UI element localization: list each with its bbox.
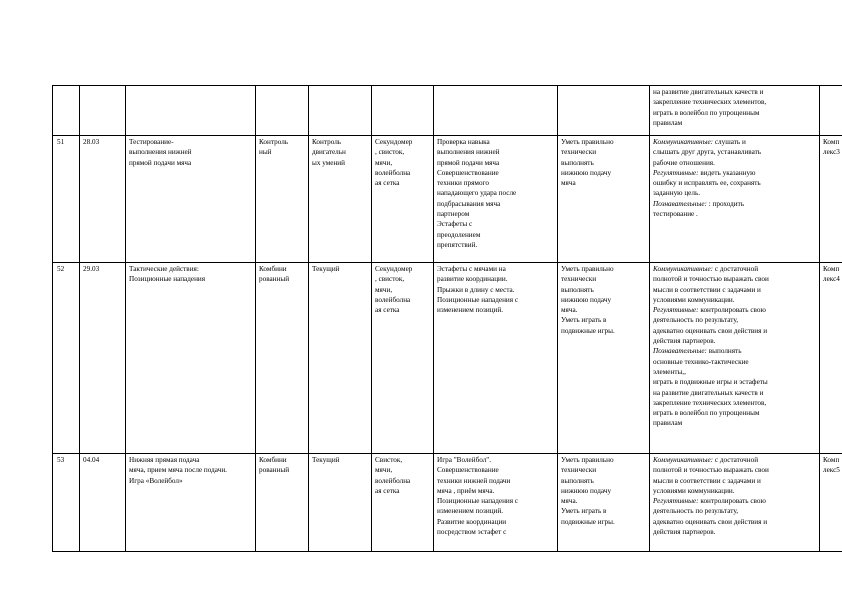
text-line — [561, 264, 646, 274]
text-line — [437, 496, 554, 506]
text-line — [561, 465, 646, 475]
line-text: Комп — [823, 265, 840, 273]
line-text: волейболна — [375, 476, 411, 485]
text-line — [437, 295, 554, 305]
line-text: выполнять — [706, 347, 742, 356]
text-line — [129, 476, 252, 486]
text-line — [561, 137, 646, 147]
text-line — [259, 465, 305, 475]
text-line — [437, 219, 554, 229]
line-text: развитие координации. — [437, 275, 508, 284]
text-line — [653, 465, 816, 475]
line-text: действия партнеров. — [653, 337, 716, 346]
line-text: Уметь играть в — [561, 507, 607, 516]
line-text: Развитие координации — [437, 517, 507, 526]
line-text: слушать и — [713, 138, 746, 146]
line-text: ошибку и исправлять ее, сохранять — [653, 179, 761, 188]
lesson-result — [558, 454, 650, 552]
text-line — [653, 506, 816, 516]
text-line — [129, 137, 252, 147]
line-text: мяча. — [561, 306, 578, 315]
text-line — [561, 305, 646, 315]
text-line — [437, 506, 554, 516]
cell-type — [256, 86, 309, 136]
text-line — [129, 147, 252, 157]
text-line — [653, 137, 816, 147]
text-line — [312, 137, 368, 147]
text-line — [823, 264, 842, 274]
text-line — [259, 264, 305, 274]
line-text: лекс3 — [823, 148, 840, 157]
text-line — [437, 274, 554, 284]
line-text: рабочие отношения. — [653, 158, 715, 167]
text-line — [129, 274, 252, 284]
text-line — [653, 357, 816, 367]
line-text: Позиционные нападения с — [437, 497, 519, 506]
lesson-type — [256, 263, 309, 454]
text-line — [653, 367, 816, 377]
line-text: мысли в соответствии с задачами и — [653, 476, 761, 485]
lesson-date: 28.03 — [80, 136, 126, 263]
line-text: основные технико-тактические — [653, 357, 749, 366]
line-text: , свисток, — [375, 275, 405, 284]
table-row-continued — [53, 86, 842, 136]
lesson-type — [256, 136, 309, 263]
text-line — [653, 398, 816, 408]
text-line — [437, 137, 554, 147]
text-line — [653, 108, 816, 118]
line-text: Секундомер — [375, 138, 413, 146]
line-text: мячи, — [375, 285, 393, 294]
cell-uud — [650, 86, 820, 136]
lesson-uud — [650, 136, 820, 263]
text-line — [653, 264, 816, 274]
line-text: ая сетка — [375, 486, 400, 495]
line-text: нападающего удара после — [437, 189, 517, 198]
lesson-equipment — [372, 136, 434, 263]
text-line — [437, 158, 554, 168]
text-line — [259, 455, 305, 465]
line-text: с достаточной — [713, 456, 759, 464]
lesson-homework — [820, 136, 842, 263]
text-line — [823, 274, 842, 284]
line-text: Тактические действия: — [129, 265, 199, 273]
line-text: партнером — [437, 210, 470, 219]
line-text: подбрасывания мяча — [437, 199, 501, 208]
line-text: мысли в соответствии с задачами и — [653, 285, 761, 294]
line-text: Тестирование- — [129, 138, 174, 146]
text-line — [561, 285, 646, 295]
uud-category-label: Познавательные: — [653, 199, 707, 208]
line-text: изменением позиций. — [437, 306, 504, 315]
line-text: технически — [561, 466, 597, 475]
text-line — [653, 408, 816, 418]
lesson-control — [309, 136, 372, 263]
text-line — [653, 209, 816, 219]
table-row — [53, 263, 842, 454]
cell-equipment — [372, 86, 434, 136]
text-line — [561, 158, 646, 168]
line-text: препятствий. — [437, 240, 478, 249]
text-line — [561, 168, 646, 178]
text-line — [653, 476, 816, 486]
text-line — [375, 285, 430, 295]
text-line — [653, 158, 816, 168]
lesson-topic — [126, 263, 256, 454]
text-line — [561, 295, 646, 305]
text-line — [561, 326, 646, 336]
lesson-content — [434, 454, 558, 552]
text-line — [437, 230, 554, 240]
text-line — [561, 517, 646, 527]
text-line — [561, 147, 646, 157]
line-text: Совершенствование — [437, 466, 499, 475]
line-text: Нижняя прямая подача — [129, 456, 200, 464]
text-line — [653, 118, 816, 128]
line-text: слышать друг друга, устанавливать — [653, 148, 762, 157]
text-line — [375, 274, 430, 284]
text-line — [823, 465, 842, 475]
cell-control — [309, 86, 372, 136]
line-text: адекватно оценивать свои действия и — [653, 326, 768, 335]
line-text: видеть указанную — [698, 168, 756, 177]
line-text: нижнюю подачу — [561, 295, 612, 304]
line-text: Совершенствование — [437, 168, 499, 177]
line-text: Комп — [823, 456, 840, 464]
table-row — [53, 454, 842, 552]
text-line — [437, 455, 554, 465]
text-line — [561, 178, 646, 188]
line-text: : проходить — [706, 199, 745, 208]
cell-homework — [820, 86, 842, 136]
line-text: Свисток, — [375, 456, 403, 464]
line-text: тестирование . — [653, 210, 698, 219]
line-text: волейболна — [375, 295, 411, 304]
text-line — [653, 486, 816, 496]
line-text: выполнять — [561, 476, 594, 485]
line-text: играть в волейбол по упрощенным — [653, 409, 760, 418]
text-line — [653, 199, 816, 209]
line-text: Комбини — [259, 456, 287, 464]
cell-date — [80, 86, 126, 136]
line-text: Позиционные нападения — [129, 275, 206, 284]
text-line — [437, 147, 554, 157]
table-row — [53, 136, 842, 263]
text-line — [653, 305, 816, 315]
line-text: , свисток, — [375, 148, 405, 157]
lesson-type — [256, 454, 309, 552]
lesson-uud — [650, 263, 820, 454]
text-line — [375, 455, 430, 465]
line-text: закрепление технических элементов, — [653, 98, 767, 107]
line-text: деятельность по результату, — [653, 507, 738, 516]
text-line — [653, 147, 816, 157]
line-text: правилам — [653, 118, 683, 127]
text-line — [259, 147, 305, 157]
lesson-number: 52 — [53, 263, 80, 454]
line-text: лекс5 — [823, 466, 840, 475]
line-text: Текущий — [312, 456, 340, 464]
text-line — [653, 496, 816, 506]
text-line — [375, 178, 430, 188]
line-text: рованный — [259, 275, 290, 284]
text-line — [437, 465, 554, 475]
text-line — [437, 517, 554, 527]
line-text: Комп — [823, 138, 840, 146]
line-text: технически — [561, 148, 597, 157]
text-line — [653, 97, 816, 107]
text-line — [129, 158, 252, 168]
lesson-content — [434, 263, 558, 454]
text-line — [312, 147, 368, 157]
line-text: изменением позиций. — [437, 507, 504, 516]
line-text: на развитие двигательных качеств и — [653, 88, 764, 96]
line-text: выполнения нижней — [129, 148, 192, 157]
text-line — [653, 388, 816, 398]
line-text: адекватно оценивать свои действия и — [653, 517, 768, 526]
line-text: правилам — [653, 419, 683, 428]
text-line — [823, 137, 842, 147]
text-line — [375, 476, 430, 486]
uud-category-label: Коммуникативные: — [653, 265, 714, 273]
text-line — [653, 274, 816, 284]
line-text: посредством эстафет с — [437, 528, 507, 537]
uud-category-label: Коммуникативные: — [653, 138, 714, 146]
line-text: ный — [259, 148, 272, 157]
uud-category-label: Регулятивные: — [653, 168, 699, 177]
line-text: Уметь правильно — [561, 456, 614, 464]
line-text: условиями коммуникации. — [653, 295, 735, 304]
text-line — [375, 158, 430, 168]
line-text: контролировать свою — [698, 306, 766, 315]
text-line — [561, 506, 646, 516]
line-text: Уметь правильно — [561, 138, 614, 146]
text-line — [129, 455, 252, 465]
line-text: условиями коммуникации. — [653, 486, 735, 495]
line-text: Проверка навыка — [437, 138, 490, 146]
text-line — [437, 199, 554, 209]
line-text: выполнения нижней — [437, 148, 500, 157]
text-line — [561, 455, 646, 465]
text-line — [653, 455, 816, 465]
line-text: элементы,, — [653, 367, 686, 376]
text-line — [259, 137, 305, 147]
line-text: играть в подвижные игры и эстафеты — [653, 378, 768, 387]
text-line — [375, 137, 430, 147]
line-text: Уметь правильно — [561, 265, 614, 273]
lesson-topic — [126, 454, 256, 552]
line-text: контролировать свою — [698, 497, 766, 506]
text-line — [653, 188, 816, 198]
line-text: ая сетка — [375, 306, 400, 315]
line-text: Комбини — [259, 265, 287, 273]
line-text: нижнюю подачу — [561, 486, 612, 495]
text-line — [375, 305, 430, 315]
text-line — [129, 264, 252, 274]
text-line — [653, 377, 816, 387]
text-line — [653, 87, 816, 97]
lesson-number: 51 — [53, 136, 80, 263]
line-text: играть в волейбол по упрощенным — [653, 108, 760, 117]
lesson-homework — [820, 263, 842, 454]
line-text: мяча, прием мяча после подачи. — [129, 466, 227, 475]
lesson-date: 04.04 — [80, 454, 126, 552]
text-line — [375, 295, 430, 305]
text-line — [653, 326, 816, 336]
text-line — [823, 147, 842, 157]
lesson-date: 29.03 — [80, 263, 126, 454]
line-text: с достаточной — [713, 265, 759, 273]
text-line — [653, 517, 816, 527]
text-line — [823, 455, 842, 465]
text-line — [375, 168, 430, 178]
line-text: полнотой и точностью выражать свои — [653, 275, 769, 284]
line-text: действия партнеров. — [653, 528, 716, 537]
line-text: мячи, — [375, 466, 393, 475]
line-text: прямой подачи мяча — [129, 158, 192, 167]
text-line — [561, 496, 646, 506]
text-line — [653, 527, 816, 537]
text-line — [437, 209, 554, 219]
text-line — [561, 486, 646, 496]
text-line — [312, 158, 368, 168]
text-line — [437, 188, 554, 198]
uud-category-label: Регулятивные: — [653, 497, 699, 506]
line-text: Контроль — [259, 138, 289, 146]
text-line — [653, 178, 816, 188]
line-text: нижнюю подачу — [561, 168, 612, 177]
line-text: Контроль — [312, 138, 342, 146]
lesson-equipment — [372, 263, 434, 454]
line-text: рованный — [259, 466, 290, 475]
line-text: волейболна — [375, 168, 411, 177]
line-text: мячи, — [375, 158, 393, 167]
line-text: мяча — [561, 179, 576, 188]
line-text: подвижные игры. — [561, 326, 615, 335]
line-text: заданную цель. — [653, 189, 701, 198]
text-line — [437, 178, 554, 188]
line-text: ая сетка — [375, 179, 400, 188]
text-line — [653, 295, 816, 305]
text-line — [437, 476, 554, 486]
line-text: мяча , приём мяча. — [437, 486, 495, 495]
line-text: подвижные игры. — [561, 517, 615, 526]
lesson-plan-table — [52, 85, 842, 552]
text-line — [375, 465, 430, 475]
line-text: деятельность по результату, — [653, 316, 738, 325]
text-line — [312, 264, 368, 274]
lesson-number: 53 — [53, 454, 80, 552]
lesson-control — [309, 263, 372, 454]
cell-content — [434, 86, 558, 136]
text-line — [653, 315, 816, 325]
line-text: на развитие двигательных качеств и — [653, 388, 764, 397]
line-text: выполнять — [561, 158, 594, 167]
cell-result — [558, 86, 650, 136]
line-text: полнотой и точностью выражать свои — [653, 466, 769, 475]
text-line — [437, 168, 554, 178]
text-line — [437, 285, 554, 295]
text-line — [653, 336, 816, 346]
text-line — [437, 240, 554, 250]
text-line — [259, 274, 305, 284]
text-line — [375, 147, 430, 157]
text-line — [437, 305, 554, 315]
line-text: техники нижней подачи — [437, 476, 511, 485]
line-text: Игра «Волейбол» — [129, 476, 183, 485]
lesson-result — [558, 136, 650, 263]
line-text: Эстафеты с — [437, 220, 473, 229]
line-text: выполнять — [561, 285, 594, 294]
line-text: Позиционные нападения с — [437, 295, 519, 304]
line-text: Секундомер — [375, 265, 413, 273]
text-line — [375, 264, 430, 274]
line-text: преодолением — [437, 230, 481, 239]
line-text: Прыжки в длину с места. — [437, 285, 515, 294]
line-text: Текущий — [312, 265, 340, 273]
lesson-result — [558, 263, 650, 454]
lesson-homework — [820, 454, 842, 552]
line-text: прямой подачи мяча — [437, 158, 500, 167]
lesson-equipment — [372, 454, 434, 552]
line-text: технически — [561, 275, 597, 284]
text-line — [312, 455, 368, 465]
text-line — [561, 476, 646, 486]
text-line — [653, 346, 816, 356]
text-line — [129, 465, 252, 475]
line-text: закрепление технических элементов, — [653, 398, 767, 407]
line-text: Игра "Волейбол". — [437, 456, 492, 464]
text-line — [653, 168, 816, 178]
text-line — [437, 264, 554, 274]
uud-category-label: Коммуникативные: — [653, 456, 714, 464]
uud-category-label: Регулятивные: — [653, 306, 699, 315]
text-line — [653, 418, 816, 428]
lesson-topic — [126, 136, 256, 263]
cell-num — [53, 86, 80, 136]
text-line — [375, 486, 430, 496]
line-text: двигательн — [312, 148, 346, 157]
text-line — [437, 527, 554, 537]
lesson-control — [309, 454, 372, 552]
text-line — [561, 315, 646, 325]
line-text: Эстафеты с мячами на — [437, 265, 506, 273]
lesson-uud — [650, 454, 820, 552]
uud-category-label: Познавательные: — [653, 347, 707, 356]
text-line — [561, 274, 646, 284]
text-line — [653, 285, 816, 295]
line-text: мяча. — [561, 497, 578, 506]
cell-topic — [126, 86, 256, 136]
line-text: лекс4 — [823, 275, 840, 284]
line-text: ых умений — [312, 158, 345, 167]
text-line — [437, 486, 554, 496]
lesson-content — [434, 136, 558, 263]
line-text: Уметь играть в — [561, 316, 607, 325]
line-text: техники прямого — [437, 179, 489, 188]
